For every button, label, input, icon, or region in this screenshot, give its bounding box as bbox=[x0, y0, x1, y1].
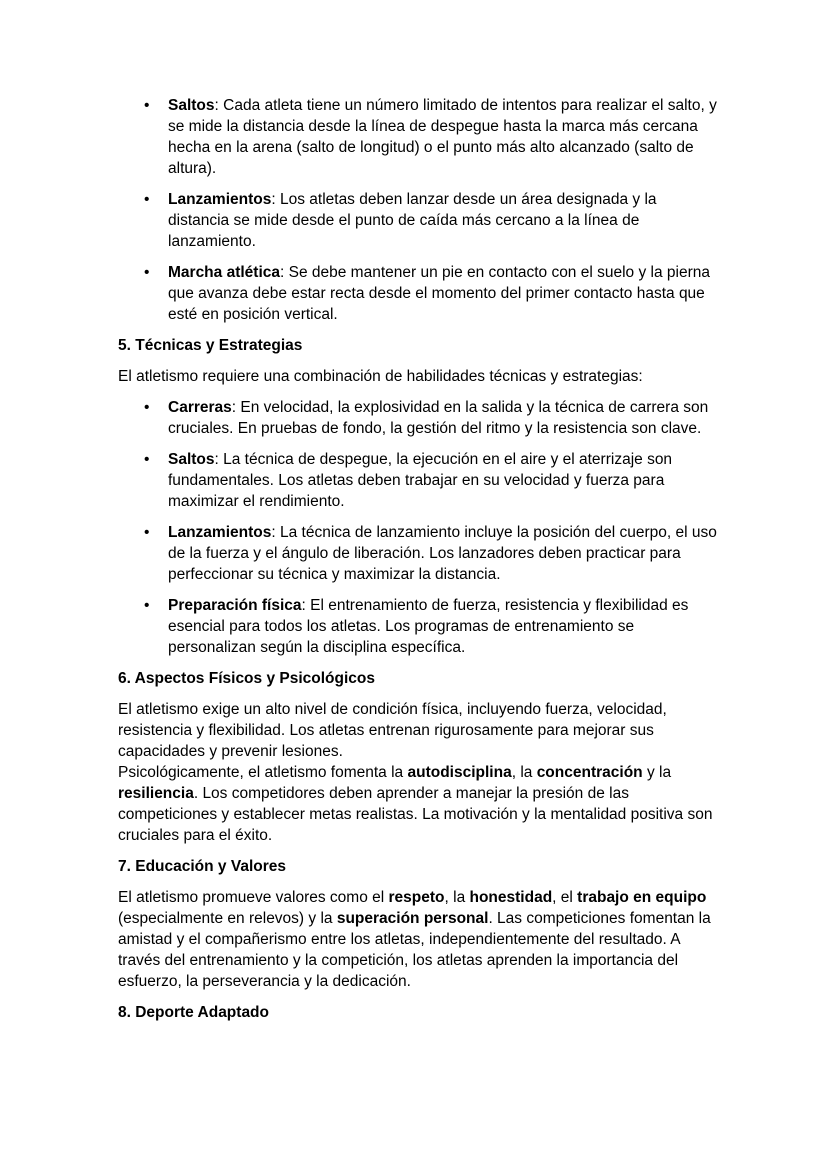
list-item bbox=[118, 449, 718, 512]
bold-term: superación personal bbox=[336, 910, 489, 927]
text-run: Psicológicamente, el atletismo fomenta la bbox=[118, 764, 408, 781]
bold-term: honestidad bbox=[469, 889, 553, 906]
bold-term: autodisciplina bbox=[407, 764, 512, 781]
text-run: y la bbox=[642, 764, 672, 781]
list-item-term: Lanzamientos bbox=[168, 191, 272, 208]
text-run: . Los competidores deben aprender a manejar la presión de las competiciones y establecer metas realistas. La motivación y la mentalidad positiva son cruciales para el éxito. bbox=[118, 785, 713, 844]
text-run: , la bbox=[511, 764, 537, 781]
bold-term: resiliencia bbox=[118, 785, 194, 802]
list-item bbox=[118, 95, 718, 179]
list-item-term: Carreras bbox=[168, 399, 232, 416]
bold-term: respeto bbox=[388, 889, 445, 906]
list-item-text: : La técnica de lanzamiento incluye la posición del cuerpo, el uso de la fuerza y el ángulo de liberación. Los lanzadores deben practicar para perfeccionar su técnica y maximizar la distancia. bbox=[168, 524, 717, 583]
section8-heading: 8. Deporte Adaptado bbox=[118, 1004, 269, 1021]
list-item-term: Saltos bbox=[168, 97, 215, 114]
list-item-text: : En velocidad, la explosividad en la salida y la técnica de carrera son cruciales. En pruebas de fondo, la gestión del ritmo y la resistencia son clave. bbox=[168, 399, 709, 437]
list-item bbox=[118, 189, 718, 252]
text-run: El atletismo promueve valores como el bbox=[118, 889, 389, 906]
bold-term: concentración bbox=[536, 764, 643, 781]
section6-paragraph-2 bbox=[118, 762, 718, 846]
list-item bbox=[118, 397, 718, 439]
text-run: , el bbox=[552, 889, 578, 906]
section5-intro: El atletismo requiere una combinación de habilidades técnicas y estrategias: bbox=[118, 368, 643, 385]
section7-heading: 7. Educación y Valores bbox=[118, 858, 286, 875]
document-page bbox=[118, 95, 718, 1033]
list-item-term: Lanzamientos bbox=[168, 524, 272, 541]
list-item-term: Saltos bbox=[168, 451, 215, 468]
section4-list bbox=[118, 95, 718, 325]
section6-paragraph-1: El atletismo exige un alto nivel de condición física, incluyendo fuerza, velocidad, resistencia y flexibilidad. Los atletas entrenan rigurosamente para mejorar sus capacidades y prevenir lesiones. bbox=[118, 701, 667, 760]
list-item-term: Preparación física bbox=[168, 597, 302, 614]
list-item bbox=[118, 262, 718, 325]
section6-heading: 6. Aspectos Físicos y Psicológicos bbox=[118, 670, 375, 687]
list-item bbox=[118, 595, 718, 658]
section5-heading: 5. Técnicas y Estrategias bbox=[118, 337, 303, 354]
text-run: (especialmente en relevos) y la bbox=[118, 910, 337, 927]
section7-paragraph bbox=[118, 887, 718, 992]
list-item-text: : Los atletas deben lanzar desde un área designada y la distancia se mide desde el punto de caída más cercano a la línea de lanzamiento. bbox=[168, 191, 657, 250]
text-run: . Las competiciones fomentan la amistad y el compañerismo entre los atletas, independientemente del resultado. A través del entrenamiento y la competición, los atletas aprenden la importancia del esfuerzo, la perseverancia y la dedicación. bbox=[118, 910, 711, 990]
list-item-term: Marcha atlética bbox=[168, 264, 280, 281]
text-run: , la bbox=[444, 889, 470, 906]
list-item-text: : Se debe mantener un pie en contacto con el suelo y la pierna que avanza debe estar recta desde el momento del primer contacto hasta que esté en posición vertical. bbox=[168, 264, 710, 323]
list-item-text: : La técnica de despegue, la ejecución en el aire y el aterrizaje son fundamentales. Los atletas deben trabajar en su velocidad y fuerza para maximizar el rendimiento. bbox=[168, 451, 673, 510]
section5-list bbox=[118, 397, 718, 658]
list-item-text: : El entrenamiento de fuerza, resistencia y flexibilidad es esencial para todos los atletas. Los programas de entrenamiento se personalizan según la disciplina específica. bbox=[168, 597, 689, 656]
bold-term: trabajo en equipo bbox=[577, 889, 707, 906]
list-item bbox=[118, 522, 718, 585]
list-item-text: : Cada atleta tiene un número limitado de intentos para realizar el salto, y se mide la distancia desde la línea de despegue hasta la marca más cercana hecha en la arena (salto de longitud) o el punto más alto alcanzado (salto de altura). bbox=[168, 97, 717, 177]
